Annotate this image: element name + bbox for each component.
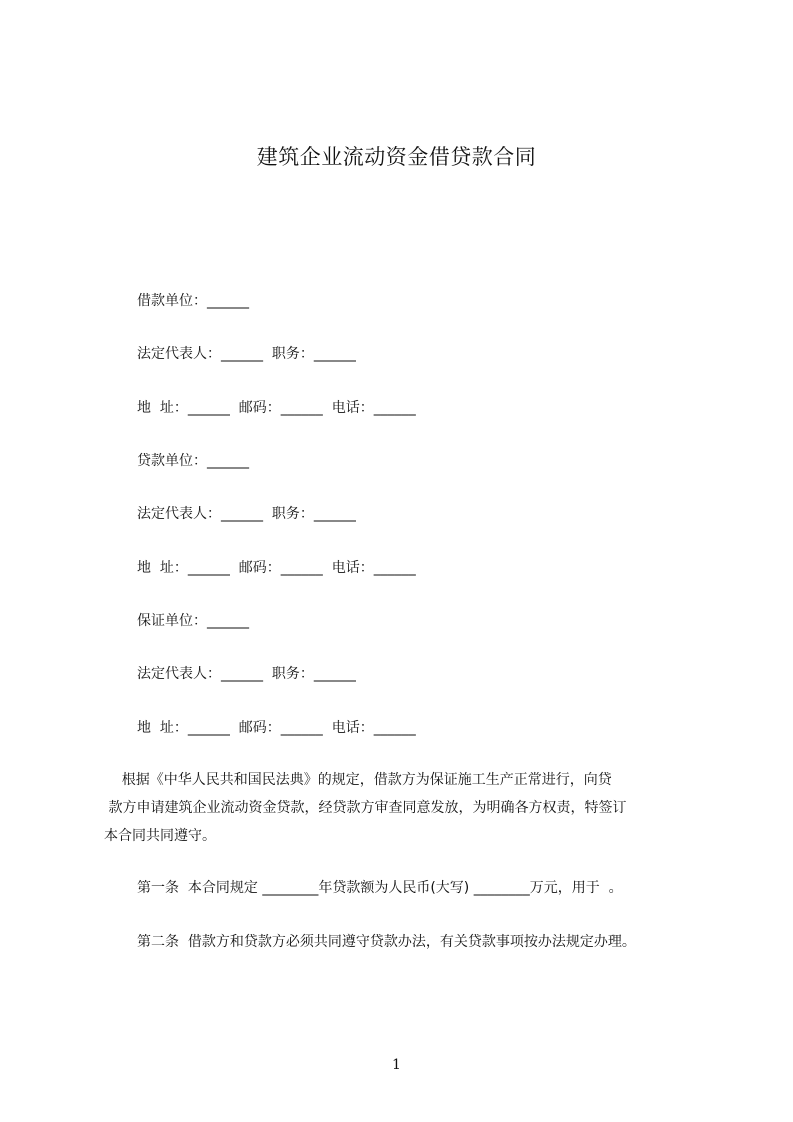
preamble-line: 款方申请建筑企业流动资金贷款，经贷款方审查同意发放，为明确各方权责，特签订: [104, 800, 627, 816]
clause-1: 第一条 本合同规定 ________年贷款额为人民币(大写) ________万元，用于 。: [137, 880, 623, 896]
lender-unit-field: 贷款单位：______: [137, 453, 249, 469]
guarantor-representative-field: 法定代表人：______ 职务：______: [137, 666, 356, 682]
lender-representative-field: 法定代表人：______ 职务：______: [137, 506, 356, 522]
preamble-paragraph: [104, 766, 716, 850]
preamble-line: 根据《中华人民共和国民法典》的规定，借款方为保证施工生产正常进行，向贷: [104, 772, 612, 788]
page-number: 1: [392, 1057, 401, 1073]
lender-address-field: 地 址：______ 邮码：______ 电话：______: [137, 560, 416, 576]
preamble-line: 本合同共同遵守。: [104, 828, 216, 844]
borrower-unit-field: 借款单位：______: [137, 293, 249, 309]
document-title: 建筑企业流动资金借贷款合同: [256, 145, 537, 169]
guarantor-unit-field: 保证单位：______: [137, 613, 249, 629]
guarantor-address-field: 地 址：______ 邮码：______ 电话：______: [137, 720, 416, 736]
clause-2: 第二条 借款方和贷款方必须共同遵守贷款办法，有关贷款事项按办法规定办理。: [137, 934, 636, 950]
borrower-address-field: 地 址：______ 邮码：______ 电话：______: [137, 400, 416, 416]
borrower-representative-field: 法定代表人：______ 职务：______: [137, 346, 356, 362]
